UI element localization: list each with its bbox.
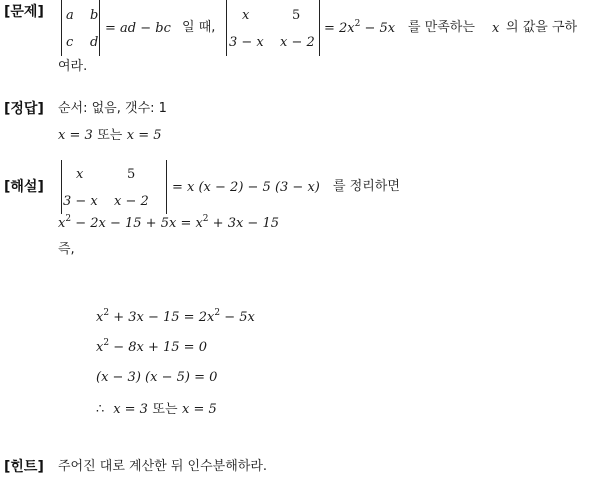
sol-det-r2c2: x − 2 bbox=[114, 194, 149, 209]
det2-r1c2: 5 bbox=[292, 8, 301, 23]
problem-text3: 의 값을 구하 bbox=[506, 20, 578, 35]
answer-line1: 순서: 없음, 갯수: 1 bbox=[58, 101, 167, 116]
problem-eq1: = ad − bc bbox=[105, 21, 171, 36]
solution-tag: [해설] bbox=[4, 179, 44, 195]
det1-d: d bbox=[90, 35, 99, 50]
answer-tag: [정답] bbox=[4, 101, 44, 117]
det1-c: c bbox=[66, 35, 74, 50]
problem-text4: 여라. bbox=[58, 59, 88, 74]
solution-expand: $x^2 - 2x - 15 + 5x = x^2 + 3x - 15$ bbox=[58, 214, 279, 231]
solution-step4: ∴ x = 3 또는 x = 5 bbox=[96, 402, 217, 417]
problem-text1: 일 때, bbox=[182, 20, 216, 35]
problem-var: x bbox=[492, 21, 500, 36]
det2-r1c1: x bbox=[242, 8, 250, 23]
det2-r2c1: 3 − x bbox=[229, 35, 264, 50]
solution-step1: $x^2 + 3x - 15 = 2x^2 - 5x$ bbox=[96, 308, 255, 325]
problem-tag: [문제] bbox=[4, 4, 44, 20]
det1-a: a bbox=[66, 8, 74, 23]
hint-tag: [힌트] bbox=[4, 459, 44, 475]
solution-soc: 즉, bbox=[58, 242, 75, 257]
problem-text2: 를 만족하는 bbox=[408, 20, 475, 35]
sol-det-r1c2: 5 bbox=[127, 167, 136, 182]
solution-step3: (x − 3) (x − 5) = 0 bbox=[96, 370, 218, 385]
solution-eq-text: 를 정리하면 bbox=[333, 179, 400, 194]
answer-line2: x = 3 또는 x = 5 bbox=[58, 128, 162, 143]
det2-r2c2: x − 2 bbox=[280, 35, 315, 50]
hint-text: 주어진 대로 계산한 뒤 인수분해하라. bbox=[58, 459, 268, 474]
problem-eq2: = $2x^2 - 5x$ bbox=[324, 19, 396, 36]
solution-step2: $x^2 - 8x + 15 = 0$ bbox=[96, 338, 207, 355]
sol-det-r1c1: x bbox=[76, 167, 84, 182]
det1-b: b bbox=[90, 8, 99, 23]
sol-det-r2c1: 3 − x bbox=[63, 194, 98, 209]
solution-eq: = x (x − 2) − 5 (3 − x) bbox=[172, 180, 320, 195]
